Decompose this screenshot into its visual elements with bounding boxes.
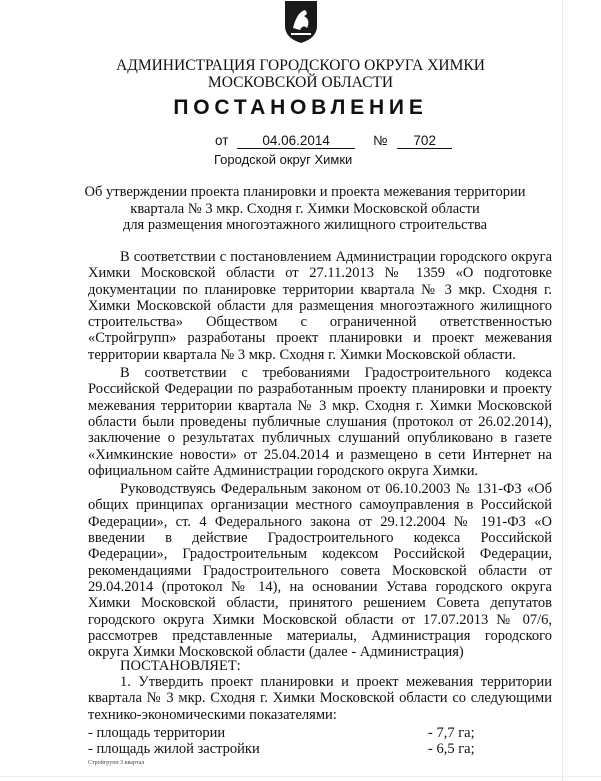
footer-file-note: Стройгрупп 3 квартал <box>88 760 145 766</box>
number-label: № <box>372 133 388 148</box>
indicator-value: - 7,7 га; <box>428 725 475 741</box>
decision-item-1 <box>88 674 552 723</box>
scan-edge-bottom <box>0 776 601 777</box>
administration-header-line-1: АДМИНИСТРАЦИЯ ГОРОДСКОГО ОКРУГА ХИМКИ <box>116 57 485 74</box>
document-dateline <box>215 133 452 149</box>
document-number: 702 <box>397 134 452 149</box>
body-paragraph: В соответствии с постановлением Администрации городского округа Химки Московской области от 27.11.2013 № 1359 «О подготовке документации по планировке территории квартала № 3 мкр. Сходня г. Химки Московской области для размещения многоэтажного жилищного строительства» Обществом с ограниченной ответственностью «Стройгрупп» разработаны проект планировки и проект межевания территории квартала № 3 мкр. Сходня г. Химки Московской области. <box>88 249 552 363</box>
indicator-name: - площадь территории <box>88 725 226 741</box>
subject-line: квартала № 3 мкр. Сходня г. Химки Московской области <box>130 200 480 217</box>
decree-keyword: ПОСТАНОВЛЯЕТ: <box>120 658 241 674</box>
subject-line: для размещения многоэтажного жилищного строительства <box>122 217 488 233</box>
body-paragraph: В соответствии с требованиями Градостроительного кодекса Российской Федерации по разработанным проекту планировки и проекту межевания территории квартала № 3 мкр. Сходня г. Химки Московской области были проведены публичные слушания (протокол от 26.02.2014), заключение о результатах публичных слушаний опубликовано в газете «Химкинские новости» от 25.04.2014 и размещено в сети Интернет на официальном сайте Администрации городского округа Химки. <box>88 365 552 479</box>
document-date: 04.06.2014 <box>237 134 355 149</box>
document-title: ПОСТАНОВЛЕНИЕ <box>173 96 428 119</box>
indicator-name: - площадь жилой застройки <box>88 741 260 757</box>
place-of-issue: Городской округ Химки <box>214 152 353 167</box>
administration-header-line-2: МОСКОВСКОЙ ОБЛАСТИ <box>207 74 394 91</box>
decision-item-text: 1. Утвердить проект планировки и проект межевания территории квартала № 3 мкр. Сходня г. Химки Московской области со следующими технико-экономическими показателями: <box>88 674 552 723</box>
subject-line: Об утверждении проекта планировки и проекта межевания территории <box>84 184 526 200</box>
indicator-value: - 6,5 га; <box>428 741 475 757</box>
coat-of-arms-emblem <box>283 0 319 44</box>
scan-edge-right <box>562 0 563 781</box>
document-subject <box>60 184 550 234</box>
document-body <box>88 249 552 660</box>
body-paragraph: Руководствуясь Федеральным законом от 06.10.2003 № 131-ФЗ «Об общих принципах организации местного самоуправления в Российской Федерации», ст. 4 Федерального закона от 29.12.2004 № 191-ФЗ «О введении в действие Градостроительного кодекса Российской Федерации», Градостроительным кодексом Российской Федерации, рекомендациями Градостроительного совета Московской области от 29.04.2014 (протокол № 14), на основании Устава городского округа Химки Московской области, принятого решением Совета депутатов городского округа Химки Московской области от 17.07.2013 № 07/6, рассмотрев представленные материалы, Администрация городского округа Химки Московской области (далее - Администрация) <box>88 481 552 661</box>
date-prefix: от <box>215 133 229 148</box>
